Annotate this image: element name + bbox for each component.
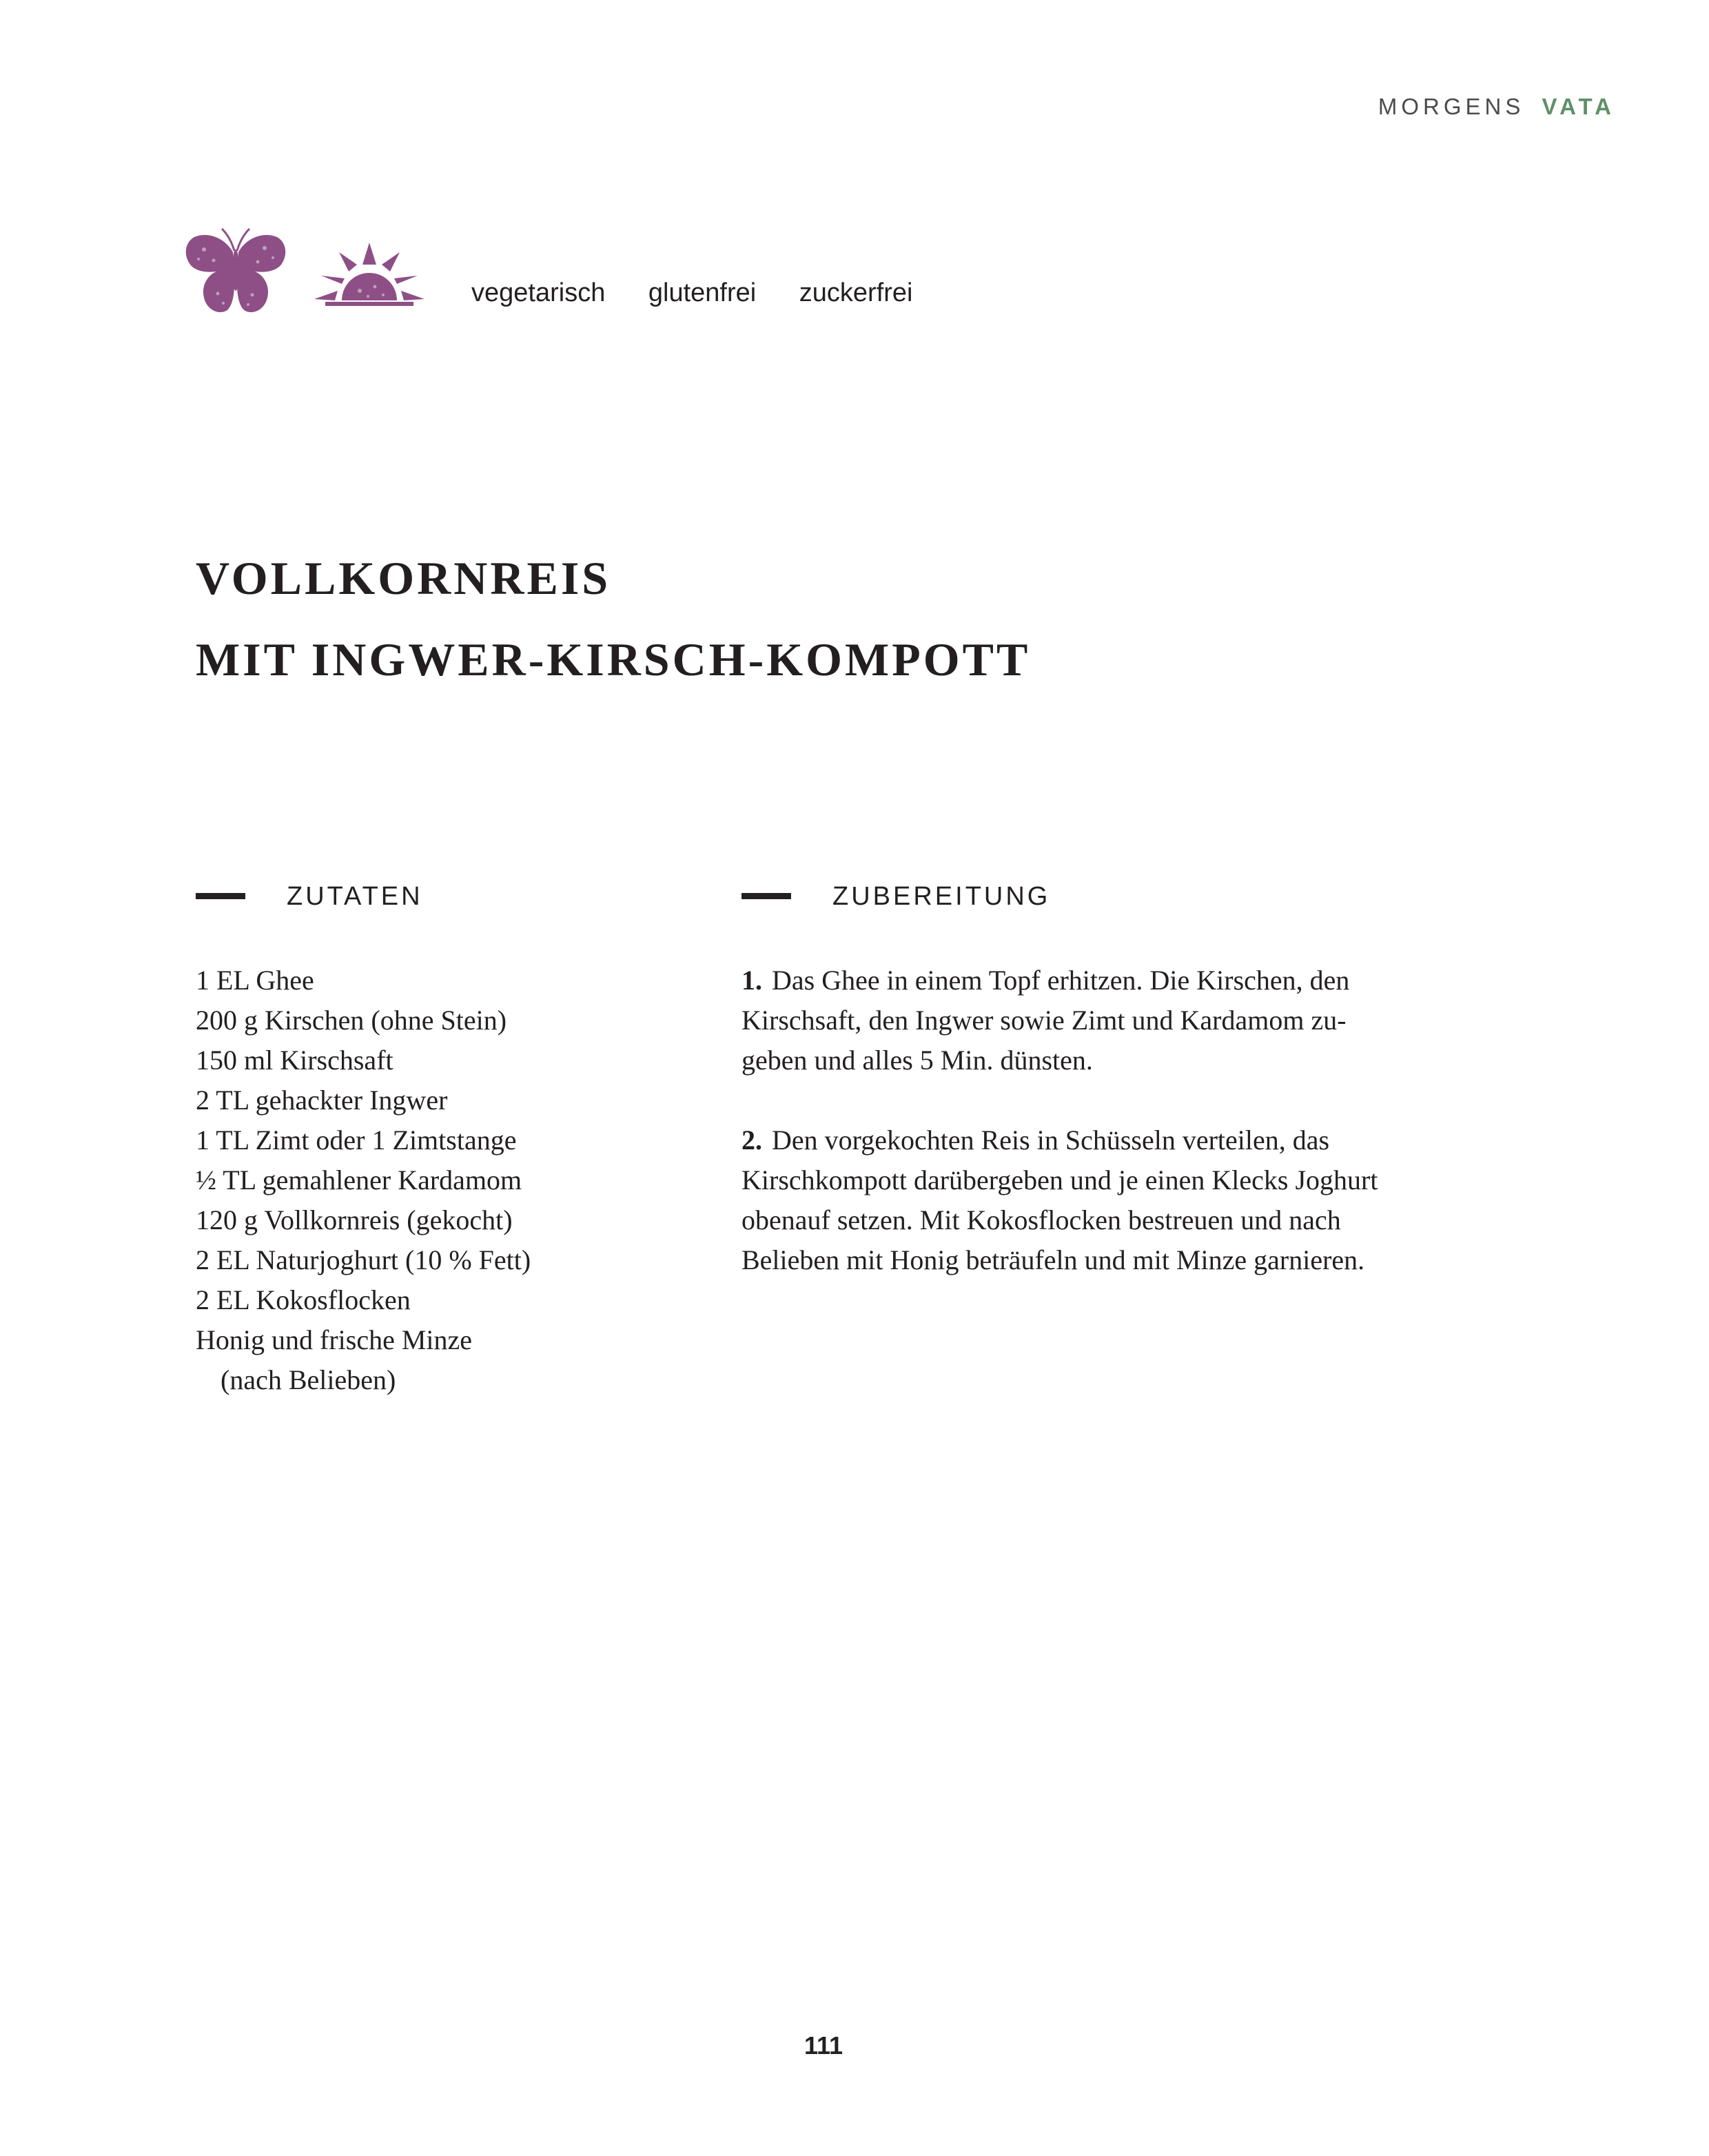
preparation-steps	[741, 961, 1458, 1320]
preparation-step-1	[741, 961, 1458, 1080]
step-number: 2.	[741, 1125, 762, 1156]
preparation-heading-label: ZUBEREITUNG	[832, 882, 1051, 911]
ingredient-item: ½ TL gemahlener Kardamom	[196, 1164, 522, 1195]
step-line	[741, 1120, 1458, 1160]
ingredient-item: 1 EL Ghee	[196, 965, 314, 996]
ingredients-heading	[196, 882, 423, 912]
ingredient-item-continuation: (nach Belieben)	[221, 1364, 396, 1395]
recipe-title-line-1: VOLLKORNREIS	[196, 552, 611, 604]
ingredients-heading-label: ZUTATEN	[287, 882, 423, 911]
diet-tags	[471, 278, 949, 308]
ingredient-item: 2 EL Naturjoghurt (10 % Fett)	[196, 1244, 531, 1275]
rising-sun-icon	[314, 243, 424, 309]
heading-bar	[741, 893, 791, 899]
ingredient-item: 1 TL Zimt oder 1 Zimtstange	[196, 1125, 517, 1156]
step-line: geben und alles 5 Min. dünsten.	[741, 1045, 1093, 1076]
page-number: 111	[804, 2031, 843, 2060]
tag-gluten-free: glutenfrei	[648, 278, 757, 307]
step-line: Kirschsaft, den Ingwer sowie Zimt und Kardamom zu-	[741, 1005, 1347, 1036]
step-line: Belieben mit Honig beträufeln und mit Minze garnieren.	[741, 1244, 1365, 1275]
step-text: Das Ghee in einem Topf erhitzen. Die Kirschen, den	[772, 965, 1350, 996]
step-text: Den vorgekochten Reis in Schüsseln verteilen, das	[772, 1125, 1330, 1156]
tag-sugar-free: zuckerfrei	[799, 278, 913, 307]
ingredient-item: 200 g Kirschen (ohne Stein)	[196, 1005, 507, 1036]
step-number: 1.	[741, 965, 762, 996]
ingredient-item: 150 ml Kirschsaft	[196, 1045, 393, 1076]
tag-vegetarian: vegetarisch	[471, 278, 606, 307]
running-head-dosha: VATA	[1542, 94, 1615, 119]
ingredient-item: Honig und frische Minze	[196, 1324, 473, 1355]
recipe-title	[196, 537, 1030, 700]
running-head-section: MORGENS	[1378, 94, 1525, 119]
ingredient-list	[196, 961, 531, 1400]
preparation-step-2	[741, 1120, 1458, 1280]
butterfly-icon	[183, 227, 288, 317]
step-line	[741, 961, 1458, 1000]
ingredient-item: 2 EL Kokosflocken	[196, 1284, 411, 1315]
preparation-heading	[741, 882, 1050, 912]
step-line: Kirschkompott darübergeben und je einen Klecks Joghurt	[741, 1164, 1378, 1195]
running-head	[1378, 94, 1615, 120]
recipe-title-line-2: MIT INGWER-KIRSCH-KOMPOTT	[196, 633, 1031, 686]
ingredient-item: 120 g Vollkornreis (gekocht)	[196, 1204, 513, 1235]
ingredient-item: 2 TL gehackter Ingwer	[196, 1085, 448, 1116]
step-line: obenauf setzen. Mit Kokosflocken bestreuen und nach	[741, 1204, 1341, 1235]
heading-bar	[196, 893, 245, 899]
